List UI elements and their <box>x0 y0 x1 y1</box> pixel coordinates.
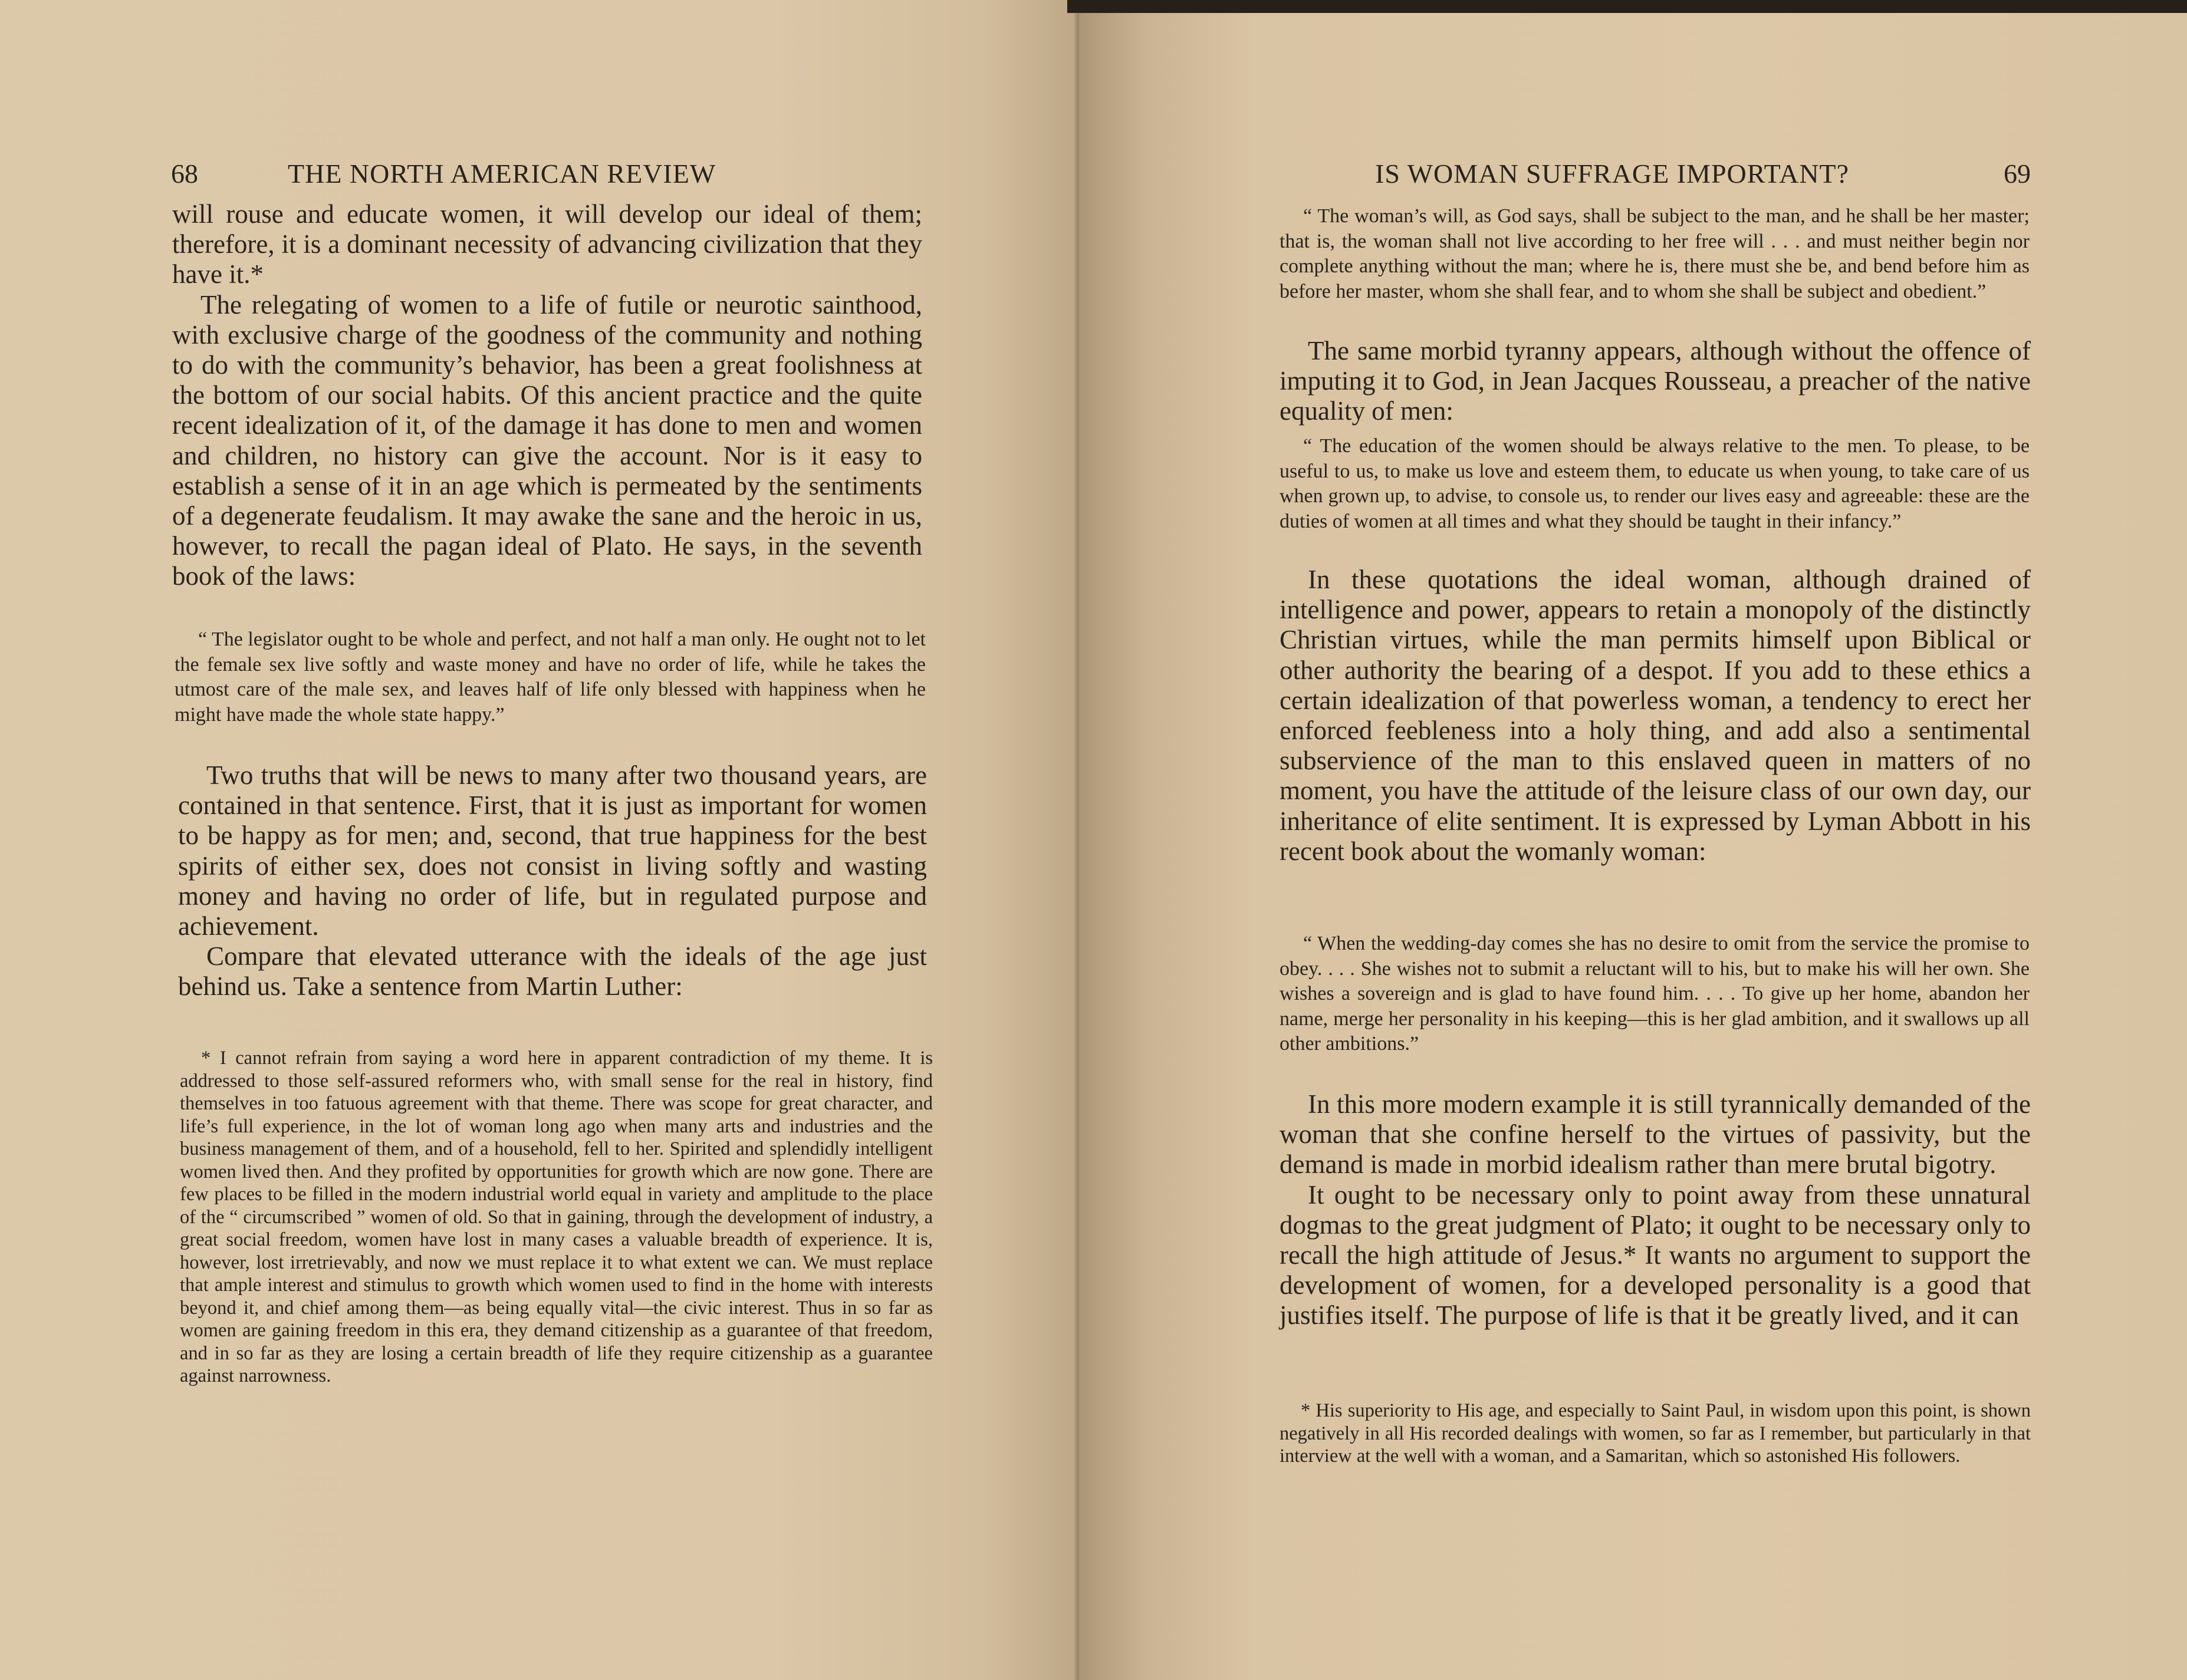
paragraph: Compare that elevated utterance with the ideals of the age just behind us. Take a sentence from Martin Luther: <box>178 941 927 1002</box>
paragraph: will rouse and educate women, it will develop our ideal of them; therefore, it is a dominant necessity of advancing civilization that they have it.* <box>172 199 922 289</box>
main-text-block <box>1280 565 2031 867</box>
footnote-block <box>180 1047 933 1388</box>
scan-edge <box>1067 0 2187 13</box>
main-text-block <box>172 199 922 592</box>
paragraph: In this more modern example it is still tyrannically demanded of the woman that she confine herself to the virtues of passivity, but the demand is made in morbid idealism rather than mere brutal bigotry. <box>1280 1089 2031 1180</box>
paragraph: It ought to be necessary only to point away from these unnatural dogmas to the great judgment of Plato; it ought to be necessary only to recall the high attitude of Jesus.* It wants no argument to support the development of women, for a developed personality is a good that justifies itself. The purpose of life is that it be greatly lived, and it can <box>1280 1180 2031 1330</box>
quote-block <box>175 627 926 727</box>
paragraph: Two truths that will be news to many after two thousand years, are contained in that sentence. First, that it is just as important for women to be happy as for men; and, second, that true happiness for the best spirits of either sex, does not consist in living softly and wasting money and having no order of life, but in regulated purpose and achievement. <box>178 760 927 941</box>
block-quote: “ The legislator ought to be whole and perfect, and not half a man only. He ought not to let the female sex live softly and waste money and have no order of life, while he takes the utmost care of the male sex, and leaves half of life only blessed with happiness when he might have made the whole state happy.” <box>175 628 926 726</box>
block-quote: “ The woman’s will, as God says, shall be subject to the man, and he shall be her master; that is, the woman shall not live according to her free will . . . and must neither begin nor complete anything without the man; where he is, there must she be, and bend before him as before her master, whom she shall fear, and to whom she shall be subject and obedient.” <box>1280 205 2030 302</box>
paragraph: The relegating of women to a life of futile or neurotic sainthood, with exclusive charge of the goodness of the community and nothing to do with the community’s behavior, has been a great foolishness at the bottom of our social habits. Of this ancient practice and the quite recent idealization of it, of the damage it has done to men and women and children, no history can give the account. Nor is it easy to establish a sense of it in an age which is permeated by the sentiments of a degenerate feudalism. It may awake the sane and the heroic in us, however, to recall the pagan ideal of Plato. He says, in the seventh book of the laws: <box>172 289 922 591</box>
paragraph: In these quotations the ideal woman, although drained of intelligence and power, appears to retain a monopoly of the distinctly Christian virtues, while the man permits himself upon Biblical or other authority the bearing of a despot. If you add to these ethics a certain idealization of that powerless woman, a tendency to erect her enforced feebleness into a holy thing, and add also a sentimental subservience of the man to this enslaved queen in matters of no moment, you have the attitude of the leisure class of our own day, our inheritance of elite sentiment. It is expressed by Lyman Abbott in his recent book about the womanly woman: <box>1280 565 2031 866</box>
running-head: IS WOMAN SUFFRAGE IMPORTANT? <box>1375 159 1850 189</box>
page-number: 69 <box>2004 159 2031 189</box>
paragraph: The same morbid tyranny appears, although without the offence of imputing it to God, in Jean Jacques Rousseau, a preacher of the native equality of men: <box>1280 336 2031 426</box>
main-text-block <box>178 760 927 1002</box>
main-text-block <box>1280 336 2031 427</box>
quote-block <box>1280 931 2030 1057</box>
quote-block <box>1280 434 2030 534</box>
footnote: * I cannot refrain from saying a word here in apparent contradiction of my theme. It is addressed to those self-assured reformers who, with small sense for the real in history, find themselves in too fatuous agreement with that theme. There was scope for great character, and life’s full experience, in the lot of woman long ago when many arts and industries and the business management of them, and of a household, fell to her. Spirited and splendidly intelligent women lived then. And they profited by opportunities for growth which are now gone. There are few places to be filled in the modern industrial world equal in variety and amplitude to the place of the “ circumscribed ” women of old. So that in gaining, through the development of industry, a great social freedom, women have lost in many cases a valuable breadth of experience. It is, however, lost irretrievably, and now we must replace it to what extent we can. We must replace that ample interest and stimulus to growth which women used to find in the home with interests beyond it, and chief among them—as being equally vital—the civic interest. Thus in so far as women are gaining freedom in this era, they demand citizenship as a guarantee of that freedom, and in so far as they are losing a certain breadth of life they require citizenship as a guarantee against narrowness. <box>180 1047 933 1386</box>
right-page <box>1079 0 2187 1680</box>
footnote-block <box>1280 1399 2031 1468</box>
main-text-block <box>1280 1089 2031 1331</box>
left-page <box>0 0 1091 1680</box>
block-quote: “ When the wedding-day comes she has no desire to omit from the service the promise to obey. . . . She wishes not to submit a reluctant will to his, but to make his will her own. She wishes a sovereign and is glad to have found him. . . . To give up her home, abandon her name, merge her personality in his keeping—this is her glad ambition, and it swallows up all other ambitions.” <box>1280 933 2030 1055</box>
running-head: THE NORTH AMERICAN REVIEW <box>288 159 716 189</box>
footnote: * His superiority to His age, and especially to Saint Paul, in wisdom upon this point, is shown negatively in all His recorded dealings with women, so far as I remember, but particularly in that interview at the well with a woman, and a Samaritan, which so astonished His followers. <box>1280 1400 2031 1467</box>
block-quote: “ The education of the women should be always relative to the men. To please, to be useful to us, to make us love and esteem them, to educate us when young, to take care of us when grown up, to advise, to console us, to render our lives easy and agreeable: these are the duties of women at all times and what they should be taught in their infancy.” <box>1280 435 2030 532</box>
quote-block <box>1280 204 2030 304</box>
page-number: 68 <box>171 159 198 189</box>
